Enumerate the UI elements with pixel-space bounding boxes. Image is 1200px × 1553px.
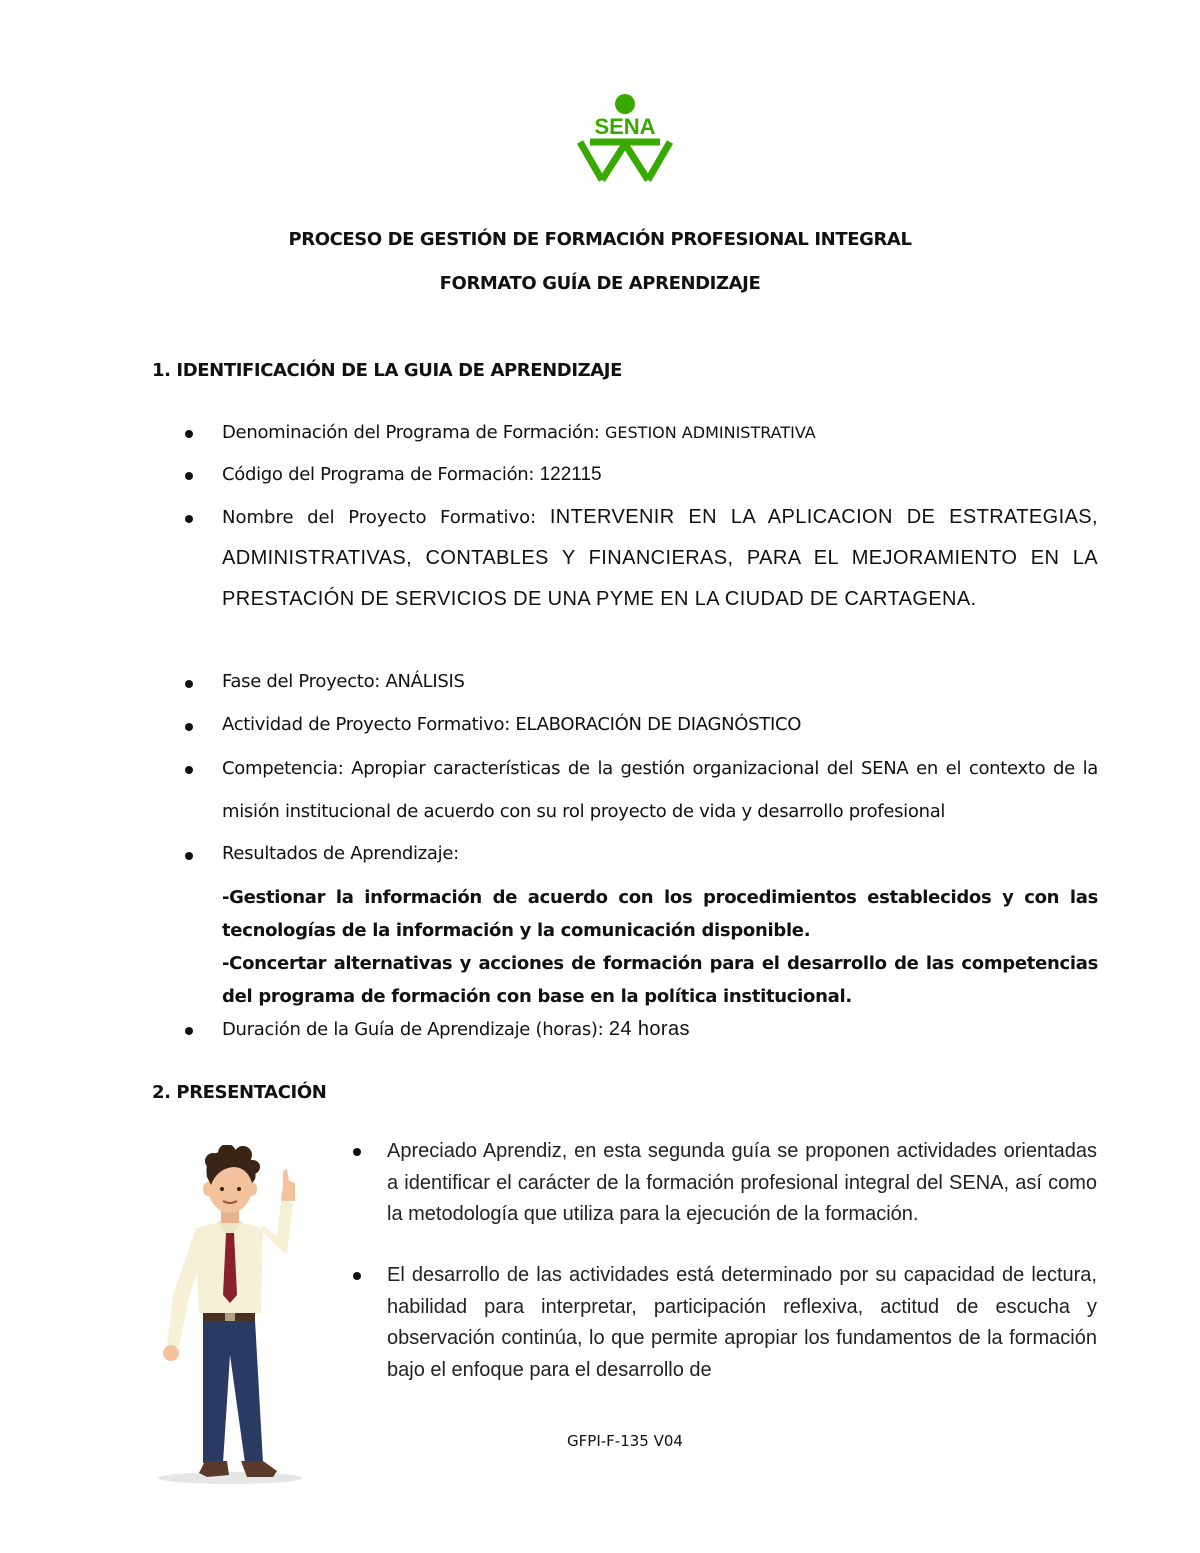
- competencia-label: Competencia:: [222, 758, 344, 779]
- codigo-value: 122115: [539, 464, 602, 485]
- actividad-label: Actividad de Proyecto Formativo:: [222, 714, 510, 735]
- denominacion-value: GESTION ADMINISTRATIVA: [605, 423, 816, 442]
- bullet: [185, 766, 193, 774]
- bullet: [185, 723, 193, 731]
- codigo-label: Código del Programa de Formación:: [222, 464, 535, 485]
- sena-logo-text: SENA: [594, 114, 656, 139]
- sena-logo: [576, 92, 674, 186]
- bullet: [185, 680, 193, 688]
- presentacion-text-1: Apreciado Aprendiz, en esta segunda guía se proponen actividades orientadas a identificar el carácter de la formación profesional integral del SENA, así como la metodología que utiliza para la ejecución de la formación.: [387, 1140, 1097, 1225]
- competencia-item: [222, 747, 1098, 833]
- proyecto-value: INTERVENIR EN LA APLICACION DE ESTRATEGIAS, ADMINISTRATIVAS, CONTABLES Y FINANCIERAS, PARA EL MEJORAMIENTO EN LA PRESTACIÓN DE SERVICIOS DE UNA PYME EN LA CIUDAD DE CARTAGENA.: [222, 506, 1099, 610]
- bullet: [185, 472, 193, 480]
- resultado-2: -Concertar alternativas y acciones de formación para el desarrollo de las competencias del programa de formación con base en la política institucional.: [222, 953, 1098, 1007]
- bullet: [185, 1027, 193, 1035]
- codigo-item: [222, 464, 602, 486]
- document-subtitle: FORMATO GUÍA DE APRENDIZAJE: [439, 273, 761, 294]
- actividad-value: ELABORACIÓN DE DIAGNÓSTICO: [515, 714, 802, 735]
- document-title: PROCESO DE GESTIÓN DE FORMACIÓN PROFESIONAL INTEGRAL: [288, 229, 912, 250]
- duracion-item: [222, 1018, 690, 1041]
- bullet: [185, 852, 193, 860]
- duracion-label: Duración de la Guía de Aprendizaje (horas):: [222, 1019, 604, 1040]
- fase-value: ANÁLISIS: [385, 671, 465, 692]
- denominacion-item: [222, 422, 816, 443]
- section-heading-presentacion: 2. PRESENTACIÓN: [152, 1082, 327, 1103]
- bullet: [185, 430, 193, 438]
- section-heading-identificacion: 1. IDENTIFICACIÓN DE LA GUIA DE APRENDIZAJE: [152, 360, 622, 381]
- presentacion-paragraph-1: [387, 1136, 1097, 1231]
- competencia-value: Apropiar características de la gestión organizacional del SENA en el contexto de la misión institucional de acuerdo con su rol proyecto de vida y desarrollo profesional: [222, 758, 1098, 822]
- proyecto-label: Nombre del Proyecto Formativo:: [222, 507, 537, 528]
- resultados-list: [222, 881, 1098, 1013]
- denominacion-label: Denominación del Programa de Formación:: [222, 422, 600, 443]
- bullet: [353, 1148, 361, 1156]
- footer-code: GFPI-F-135 V04: [567, 1432, 683, 1450]
- presentacion-paragraph-2: [387, 1260, 1097, 1386]
- duracion-value: 24 horas: [608, 1018, 690, 1040]
- resultados-label: Resultados de Aprendizaje:: [222, 843, 459, 864]
- actividad-item: [222, 714, 801, 735]
- fase-label: Fase del Proyecto:: [222, 671, 381, 692]
- bullet: [185, 515, 193, 523]
- bullet: [353, 1272, 361, 1280]
- fase-item: [222, 671, 465, 692]
- presentacion-text-2: El desarrollo de las actividades está determinado por su capacidad de lectura, habilidad para interpretar, participación reflexiva, actitud de escucha y observación continúa, lo que permite apropiar los fundamentos de la formación bajo el enfoque para el desarrollo de: [387, 1264, 1097, 1381]
- proyecto-item: [222, 497, 1098, 620]
- resultado-1: -Gestionar la información de acuerdo con los procedimientos establecidos y con las tecnologías de la información y la comunicación disponible.: [222, 887, 1098, 941]
